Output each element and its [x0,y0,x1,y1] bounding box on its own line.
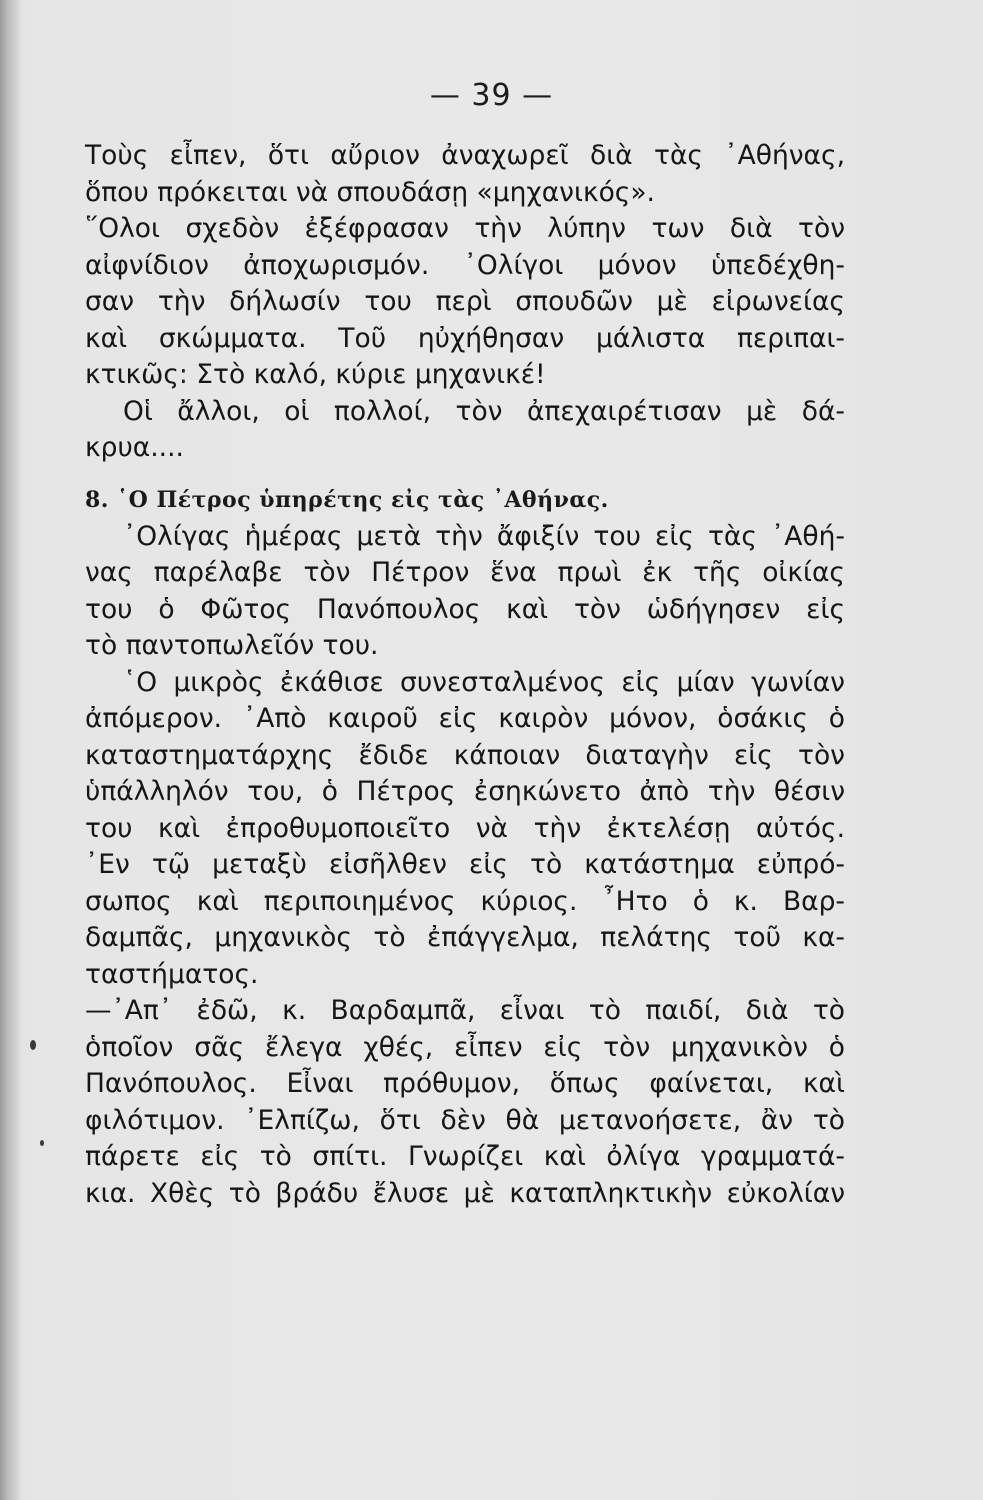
print-speck [40,1140,44,1146]
print-speck [30,1040,36,1050]
text-line: νας παρέλαβε τὸν Πέτρον ἕνα πρωὶ ἐκ τῆς οἰκίας [85,557,845,588]
text-line: καταστηματάρχης ἔδιδε κάποιαν διαταγὴν εἰς τὸν [85,739,845,771]
text-line: τὸ παντοπωλεῖόν του. [85,630,379,661]
text-line: ὑπάλληλόν του, ὁ Πέτρος ἐσηκώνετο ἀπὸ τὴν θέσιν [85,776,845,807]
text-line: καὶ σκώμματα. Τοῦ ηὐχήθησαν μάλιστα περιπαι- [85,322,845,354]
text-line: πάρετε εἰς τὸ σπίτι. Γνωρίζει καὶ ὀλίγα γραμματά- [85,1141,845,1172]
body-text [85,138,845,1212]
text-line: —᾿Απ᾿ ἐδῶ, κ. Βαρδαμπᾶ, εἶναι τὸ παιδί, διὰ τὸ [85,995,845,1026]
text-line: Τοὺς εἶπεν, ὅτι αὔριον ἀναχωρεῖ διὰ τὰς ᾿Αθήνας, [85,140,845,171]
text-line: ᾿Ολίγας ἡμέρας μετὰ τὴν ἄφιξίν του εἰς τὰς ᾿Αθή- [123,520,845,552]
text-line: σωπος καὶ περιποιημένος κύριος. ῏Ητο ὁ κ. Βαρ- [85,885,845,917]
text-line: του ὁ Φῶτος Πανόπουλος καὶ τὸν ὡδήγησεν εἰς [85,593,845,625]
text-line: Πανόπουλος. Εἶναι πρόθυμον, ὅπως φαίνεται, καὶ [85,1068,845,1099]
text-line: ὅπου πρόκειται νὰ σπουδάσῃ «μηχανικός». [85,176,655,208]
text-line: κτικῶς: Στὸ καλό, κύριε μηχανικέ! [85,359,546,390]
binding-shadow [0,0,22,1500]
text-line: ὁποῖον σᾶς ἔλεγα χθές, εἶπεν εἰς τὸν μηχανικὸν ὁ [85,1031,845,1063]
text-line: κρυα.... [85,432,184,463]
text-line: φιλότιμον. ᾿Ελπίζω, ὅτι δὲν θὰ μετανοήσετε, ἂν τὸ [85,1104,845,1136]
text-line: ἀπόμερον. ᾿Απὸ καιροῦ εἰς καιρὸν μόνον, ὁσάκις ὁ [85,703,845,734]
text-line: δαμπᾶς, μηχανικὸς τὸ ἐπάγγελμα, πελάτης τοῦ κα- [85,922,845,953]
text-line: ῾Ο μικρὸς ἐκάθισε συνεσταλμένος εἰς μίαν γωνίαν [123,666,845,698]
text-line: αἰφνίδιον ἀποχωρισμόν. ᾿Ολίγοι μόνον ὑπεδέχθη- [85,249,845,281]
text-line: κια. Χθὲς τὸ βράδυ ἔλυσε μὲ καταπληκτικὴν εὐκολίαν [85,1177,845,1209]
text-line: ῞Ολοι σχεδὸν ἐξέφρασαν τὴν λύπην των διὰ τὸν [85,213,845,244]
page-number: — 39 — [429,78,554,113]
text-line: ταστήματος. [85,958,259,990]
text-line: Οἱ ἄλλοι, οἱ πολλοί, τὸν ἀπεχαιρέτισαν μὲ δά- [123,395,845,427]
text-line: σαν τὴν δήλωσίν του περὶ σπουδῶν μὲ εἰρωνείας [85,286,845,317]
text-line: ᾿Εν τῷ μεταξὺ εἰσῆλθεν εἰς τὸ κατάστημα εὐπρό- [85,849,845,880]
text-line: του καὶ ἐπροθυμοποιεῖτο νὰ τὴν ἐκτελέσῃ αὐτός. [85,812,845,844]
section-heading: 8. ῾Ο Πέτρος ὑπηρέτης εἰς τὰς ᾿Αθήνας. [85,486,609,513]
